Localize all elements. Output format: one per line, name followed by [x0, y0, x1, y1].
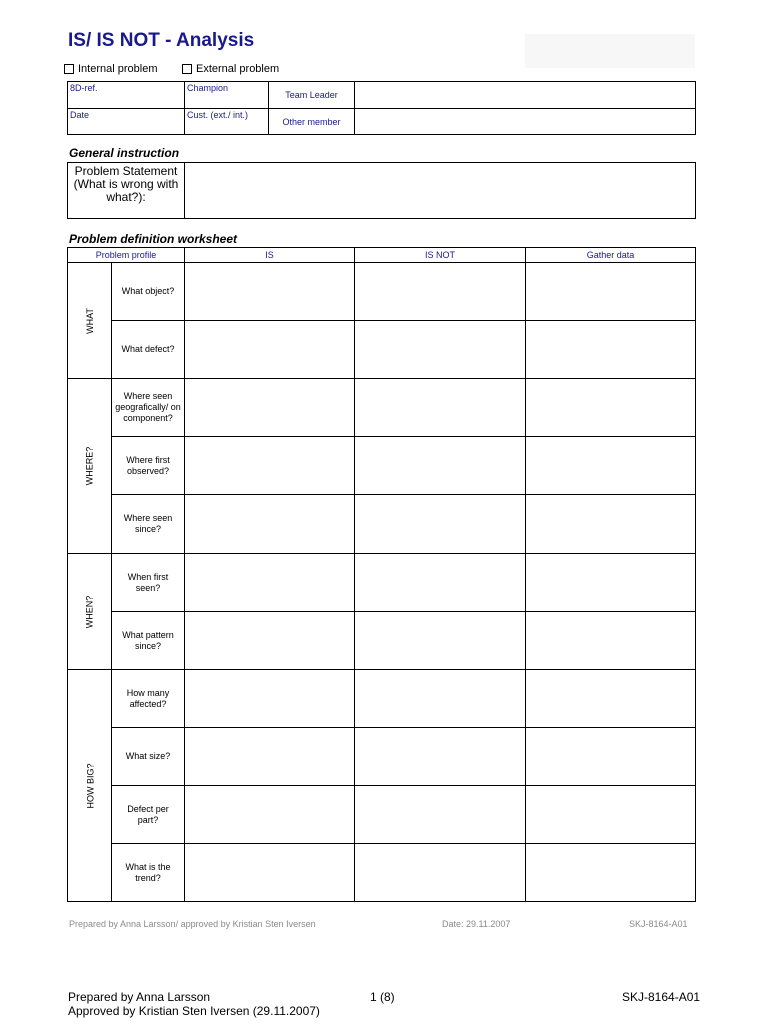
group-label: WHAT [84, 307, 95, 334]
group-where [68, 379, 112, 554]
header-table [67, 81, 696, 135]
is-cell[interactable] [185, 554, 355, 612]
gather-data-cell[interactable] [526, 495, 696, 554]
logo-area [525, 34, 695, 68]
external-problem-label: External problem [196, 63, 280, 75]
cust-field[interactable]: Cust. (ext./ int.) [185, 109, 269, 135]
group-label: WHERE? [84, 446, 95, 486]
question-cell: Where seen geografically/ on component? [112, 379, 185, 437]
gather-data-cell[interactable] [526, 321, 696, 379]
gather-data-cell[interactable] [526, 844, 696, 902]
group-when [68, 554, 112, 670]
group-label: WHEN? [84, 595, 95, 628]
gather-data-cell[interactable] [526, 670, 696, 728]
problem-statement-field[interactable] [185, 163, 696, 219]
problem-statement-table [67, 162, 696, 219]
is-cell[interactable] [185, 437, 355, 495]
gather-data-cell[interactable] [526, 612, 696, 670]
date-field[interactable]: Date [68, 109, 185, 135]
question-cell: How many affected? [112, 670, 185, 728]
team-leader-field[interactable] [355, 82, 696, 109]
question-cell: What defect? [112, 321, 185, 379]
is-not-cell[interactable] [355, 495, 526, 554]
internal-problem-option[interactable] [64, 63, 158, 75]
group-how-big [68, 670, 112, 902]
col-is: IS [185, 248, 355, 263]
gather-data-cell[interactable] [526, 786, 696, 844]
external-problem-checkbox[interactable] [182, 64, 192, 74]
question-cell: What object? [112, 263, 185, 321]
worksheet-heading: Problem definition worksheet [69, 232, 238, 246]
question-cell: Where first observed? [112, 437, 185, 495]
is-cell[interactable] [185, 379, 355, 437]
question-cell: Where seen since? [112, 495, 185, 554]
internal-problem-checkbox[interactable] [64, 64, 74, 74]
col-is-not: IS NOT [355, 248, 526, 263]
question-cell: What is the trend? [112, 844, 185, 902]
is-not-cell[interactable] [355, 437, 526, 495]
footer-prepared-approved: Prepared by Anna Larsson/ approved by Kristian Sten Iversen [69, 919, 316, 929]
is-not-cell[interactable] [355, 612, 526, 670]
is-not-cell[interactable] [355, 786, 526, 844]
is-cell[interactable] [185, 263, 355, 321]
gather-data-cell[interactable] [526, 554, 696, 612]
footer-prepared-by: Prepared by Anna Larsson [68, 990, 211, 1004]
is-cell[interactable] [185, 670, 355, 728]
group-what [68, 263, 112, 379]
team-leader-label: Team Leader [269, 82, 355, 109]
internal-problem-label: Internal problem [78, 63, 158, 75]
other-member-field[interactable] [355, 109, 696, 135]
gather-data-cell[interactable] [526, 728, 696, 786]
col-problem-profile: Problem profile [68, 248, 185, 263]
question-cell: When first seen? [112, 554, 185, 612]
problem-statement-label: Problem Statement (What is wrong with what?): [68, 163, 185, 219]
question-cell: What pattern since? [112, 612, 185, 670]
question-cell: What size? [112, 728, 185, 786]
is-cell[interactable] [185, 321, 355, 379]
col-gather-data: Gather data [526, 248, 696, 263]
group-label: HOW BIG? [85, 762, 96, 809]
is-not-cell[interactable] [355, 728, 526, 786]
other-member-label: Other member [269, 109, 355, 135]
is-not-cell[interactable] [355, 670, 526, 728]
gather-data-cell[interactable] [526, 263, 696, 321]
gather-data-cell[interactable] [526, 437, 696, 495]
is-not-cell[interactable] [355, 263, 526, 321]
worksheet-table [67, 247, 696, 902]
is-not-cell[interactable] [355, 844, 526, 902]
is-cell[interactable] [185, 728, 355, 786]
page-number: 1 (8) [370, 990, 395, 1004]
is-not-cell[interactable] [355, 321, 526, 379]
is-cell[interactable] [185, 495, 355, 554]
is-not-cell[interactable] [355, 554, 526, 612]
ref-field[interactable]: 8D-ref. [68, 82, 185, 109]
external-problem-option[interactable] [182, 63, 279, 75]
footer-doc-id: SKJ-8164-A01 [629, 919, 688, 929]
gather-data-cell[interactable] [526, 379, 696, 437]
footer-date: Date: 29.11.2007 [442, 919, 511, 929]
footer-approved-by: Approved by Kristian Sten Iversen (29.11.2007) [68, 1004, 320, 1018]
is-cell[interactable] [185, 844, 355, 902]
question-cell: Defect per part? [112, 786, 185, 844]
document-number: SKJ-8164-A01 [622, 990, 701, 1004]
page-title: IS/ IS NOT - Analysis [68, 30, 255, 51]
champion-field[interactable]: Champion [185, 82, 269, 109]
is-cell[interactable] [185, 786, 355, 844]
is-cell[interactable] [185, 612, 355, 670]
is-not-cell[interactable] [355, 379, 526, 437]
general-instruction-heading: General instruction [69, 146, 180, 160]
